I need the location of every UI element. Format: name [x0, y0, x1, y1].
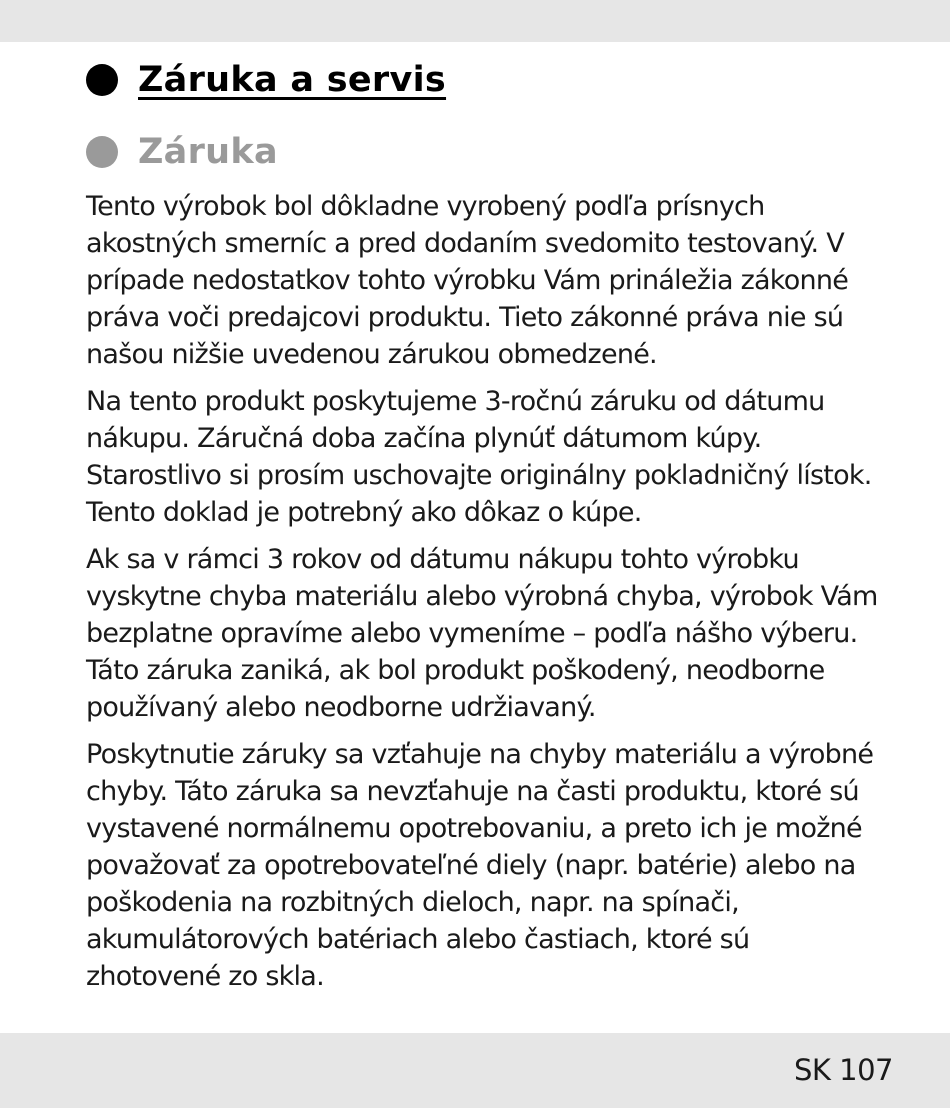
- page-number: SK 107: [794, 1053, 893, 1087]
- subsection-heading-text: Záruka: [138, 132, 278, 172]
- paragraph: Ak sa v rámci 3 rokov od dátumu nákupu tohto výrobku vyskytne chyba materiálu alebo výrobná chyba, výrobok Vám bezplatne opravíme alebo vymeníme – podľa nášho výberu. Táto záruka zaniká, ak bol produkt poškodený, neodborne používaný alebo neodborne udržiavaný.: [86, 544, 878, 723]
- section-heading-text: Záruka a servis: [138, 60, 447, 100]
- paragraph: Na tento produkt poskytujeme 3-ročnú záruku od dátumu nákupu. Záručná doba začína plynúť dátumom kúpy. Starostlivo si prosím uschovajte originálny pokladničný lístok. Tento doklad je potrebný ako dôkaz o kúpe.: [86, 386, 872, 528]
- top-band: [0, 0, 950, 42]
- subsection-heading: [86, 126, 886, 178]
- paragraph: Tento výrobok bol dôkladne vyrobený podľa prísnych akostných smerníc a pred dodaním svedomito testovaný. V prípade nedostatkov tohto výrobku Vám prináležia zákonné práva voči predajcovi produktu. Tieto zákonné práva nie sú našou nižšie uvedenou zárukou obmedzené.: [86, 191, 849, 370]
- paragraph: Poskytnutie záruky sa vzťahuje na chyby materiálu a výrobné chyby. Táto záruka sa nevzťahuje na časti produktu, ktoré sú vystavené normálnemu opotrebovaniu, a preto ich je možné považovať za opotrebovateľné diely (napr. batérie) alebo na poškodenia na rozbitných dieloch, napr. na spínači, akumulátorových batériach alebo častiach, ktoré sú zhotovené zo skla.: [86, 739, 874, 992]
- bullet-icon: [86, 64, 118, 96]
- page-content: [86, 54, 886, 995]
- section-heading: [86, 54, 886, 106]
- bullet-icon: [86, 136, 118, 168]
